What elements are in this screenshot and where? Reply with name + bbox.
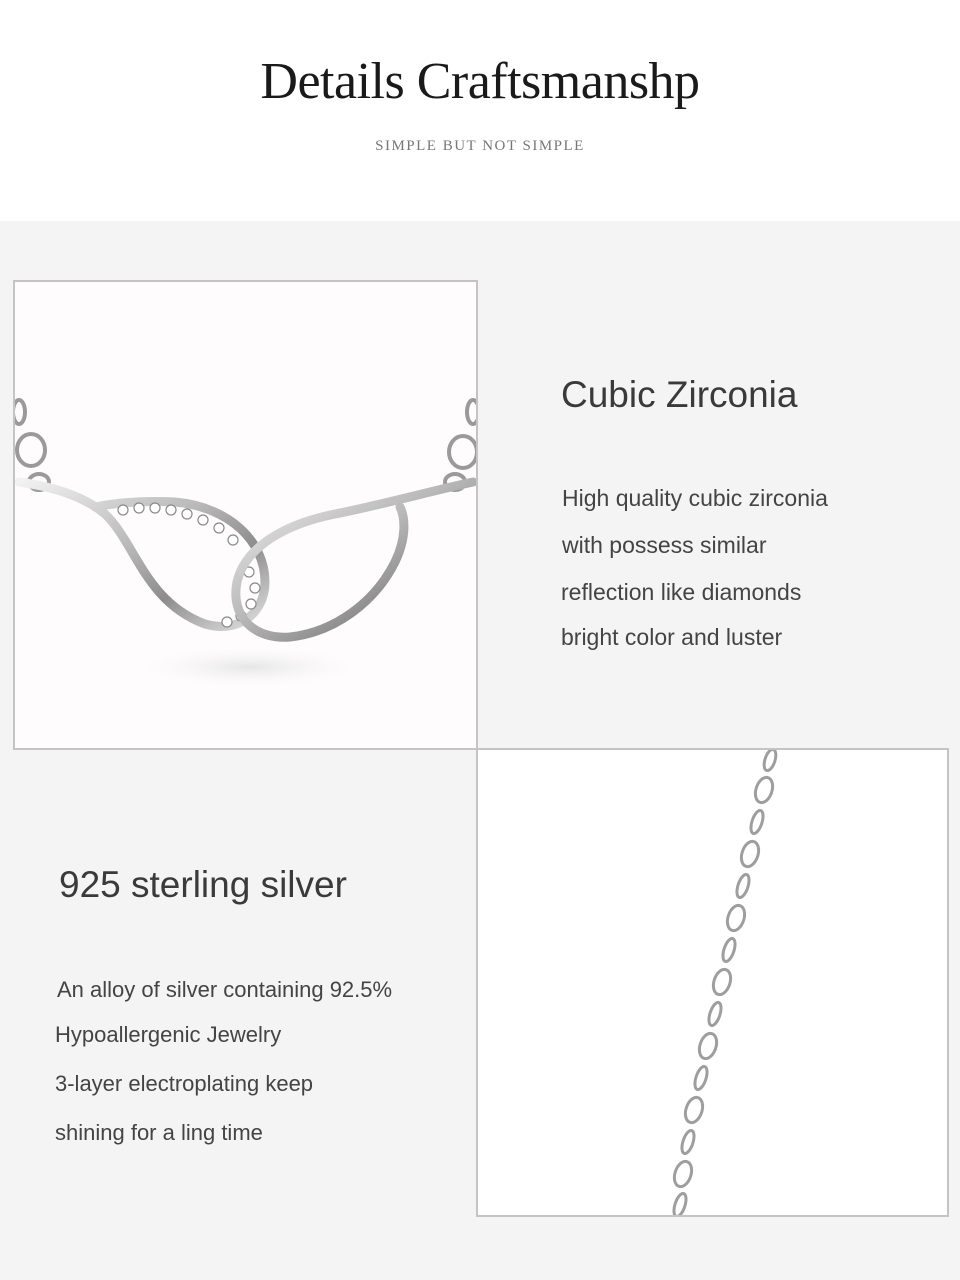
chain-illustration <box>478 750 947 1215</box>
pendant-closeup-image <box>13 280 478 750</box>
zirconia-line-2: with possess similar <box>562 532 767 558</box>
chain-left <box>15 400 49 490</box>
silver-line-4: shining for a ling time <box>55 1120 263 1145</box>
silver-line-2: Hypoallergenic Jewelry <box>55 1022 282 1047</box>
chain-links <box>671 750 778 1215</box>
chain-closeup-image <box>476 748 949 1217</box>
zirconia-line-4: bright color and luster <box>561 624 783 650</box>
page-title: Details Craftsmanshp <box>260 53 700 110</box>
zirconia-line-1: High quality cubic zirconia <box>562 485 828 511</box>
chain-right <box>445 400 476 490</box>
silver-line-1: An alloy of silver containing 92.5% <box>57 977 393 1002</box>
pendant-illustration <box>15 282 476 748</box>
page-subtitle: SIMPLE BUT NOT SIMPLE <box>375 138 585 154</box>
silver-heading: 925 sterling silver <box>59 864 347 905</box>
zirconia-line-3: reflection like diamonds <box>561 579 802 605</box>
zirconia-heading: Cubic Zirconia <box>561 374 798 415</box>
silver-line-3: 3-layer electroplating keep <box>55 1071 314 1096</box>
right-loop <box>236 482 473 637</box>
header-section <box>0 0 960 221</box>
